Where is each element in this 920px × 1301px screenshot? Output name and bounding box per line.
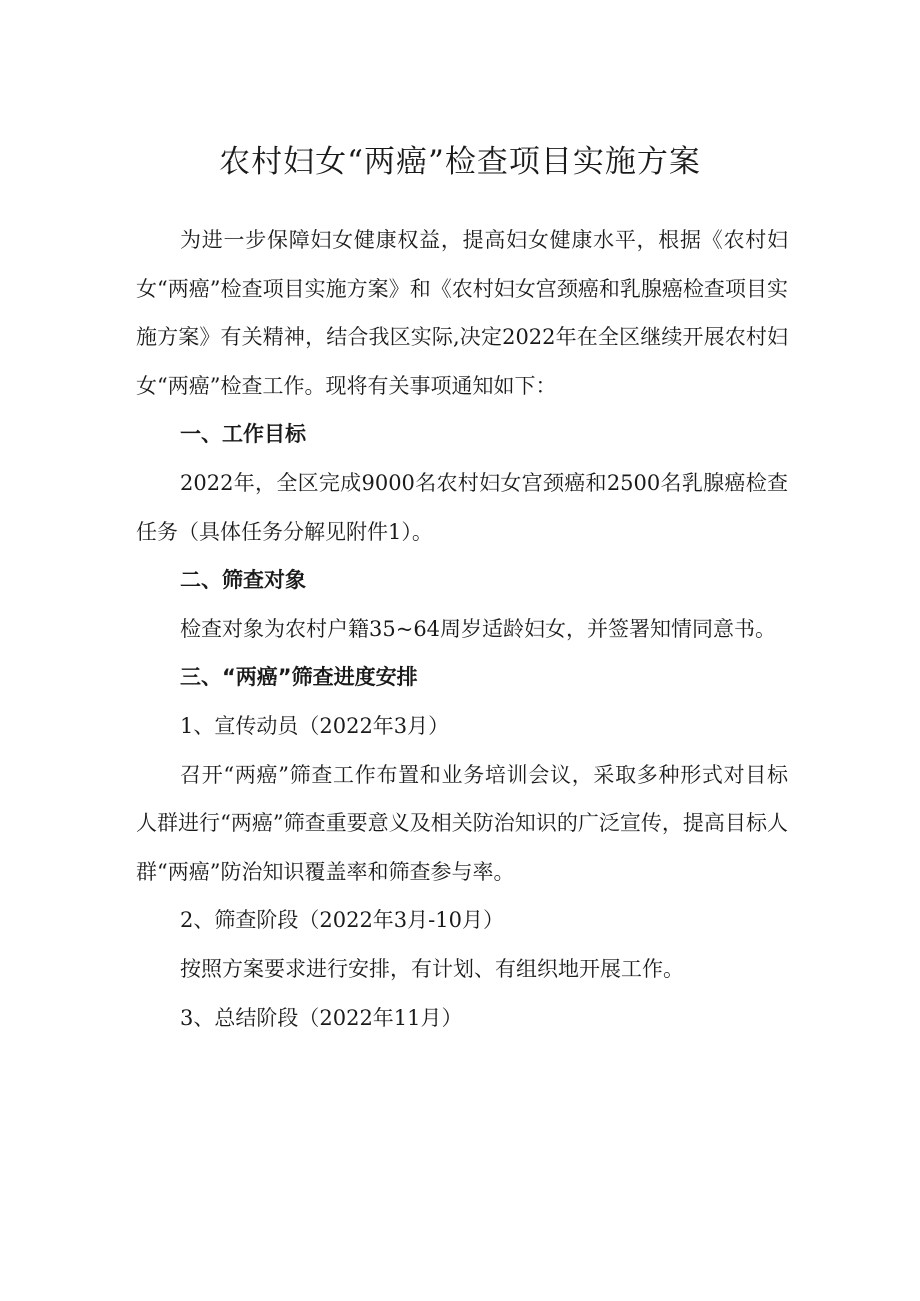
schedule-item-screening: 2、筛查阶段（2022年3月-10月）: [180, 908, 504, 933]
document-body: [136, 216, 788, 1042]
schedule-publicity-paragraph: 召开“两癌”筛查工作布置和业务培训会议，采取多种形式对目标人群进行“两癌”筛查重要意义及相关防治知识的广泛宣传，提高目标人群“两癌”防治知识覆盖率和筛查参与率。: [136, 762, 788, 884]
targets-paragraph: 检查对象为农村户籍35~64周岁适龄妇女，并签署知情同意书。: [180, 616, 777, 641]
schedule-screening-paragraph: 按照方案要求进行安排，有计划、有组织地开展工作。: [180, 956, 684, 981]
section-heading-targets: 二、筛查对象: [180, 568, 306, 593]
goals-paragraph: 2022年，全区完成9000名农村妇女宫颈癌和2500名乳腺癌检查任务（具体任务分解见附件1）。: [136, 470, 788, 544]
section-heading-schedule: 三、“两癌”筛查进度安排: [180, 665, 418, 690]
schedule-item-publicity: 1、宣传动员（2022年3月）: [180, 713, 450, 738]
section-heading-goals: 一、工作目标: [180, 422, 306, 447]
schedule-item-summary: 3、总结阶段（2022年11月）: [180, 1005, 463, 1030]
intro-paragraph: 为进一步保障妇女健康权益，提高妇女健康水平，根据《农村妇女“两癌”检查项目实施方案》和《农村妇女宫颈癌和乳腺癌检查项目实施方案》有关精神，结合我区实际,决定2022年在全区继续开展农村妇女“两癌”检查工作。现将有关事项通知如下：: [136, 228, 788, 398]
document-title: 农村妇女“两癌”检查项目实施方案: [219, 144, 701, 180]
